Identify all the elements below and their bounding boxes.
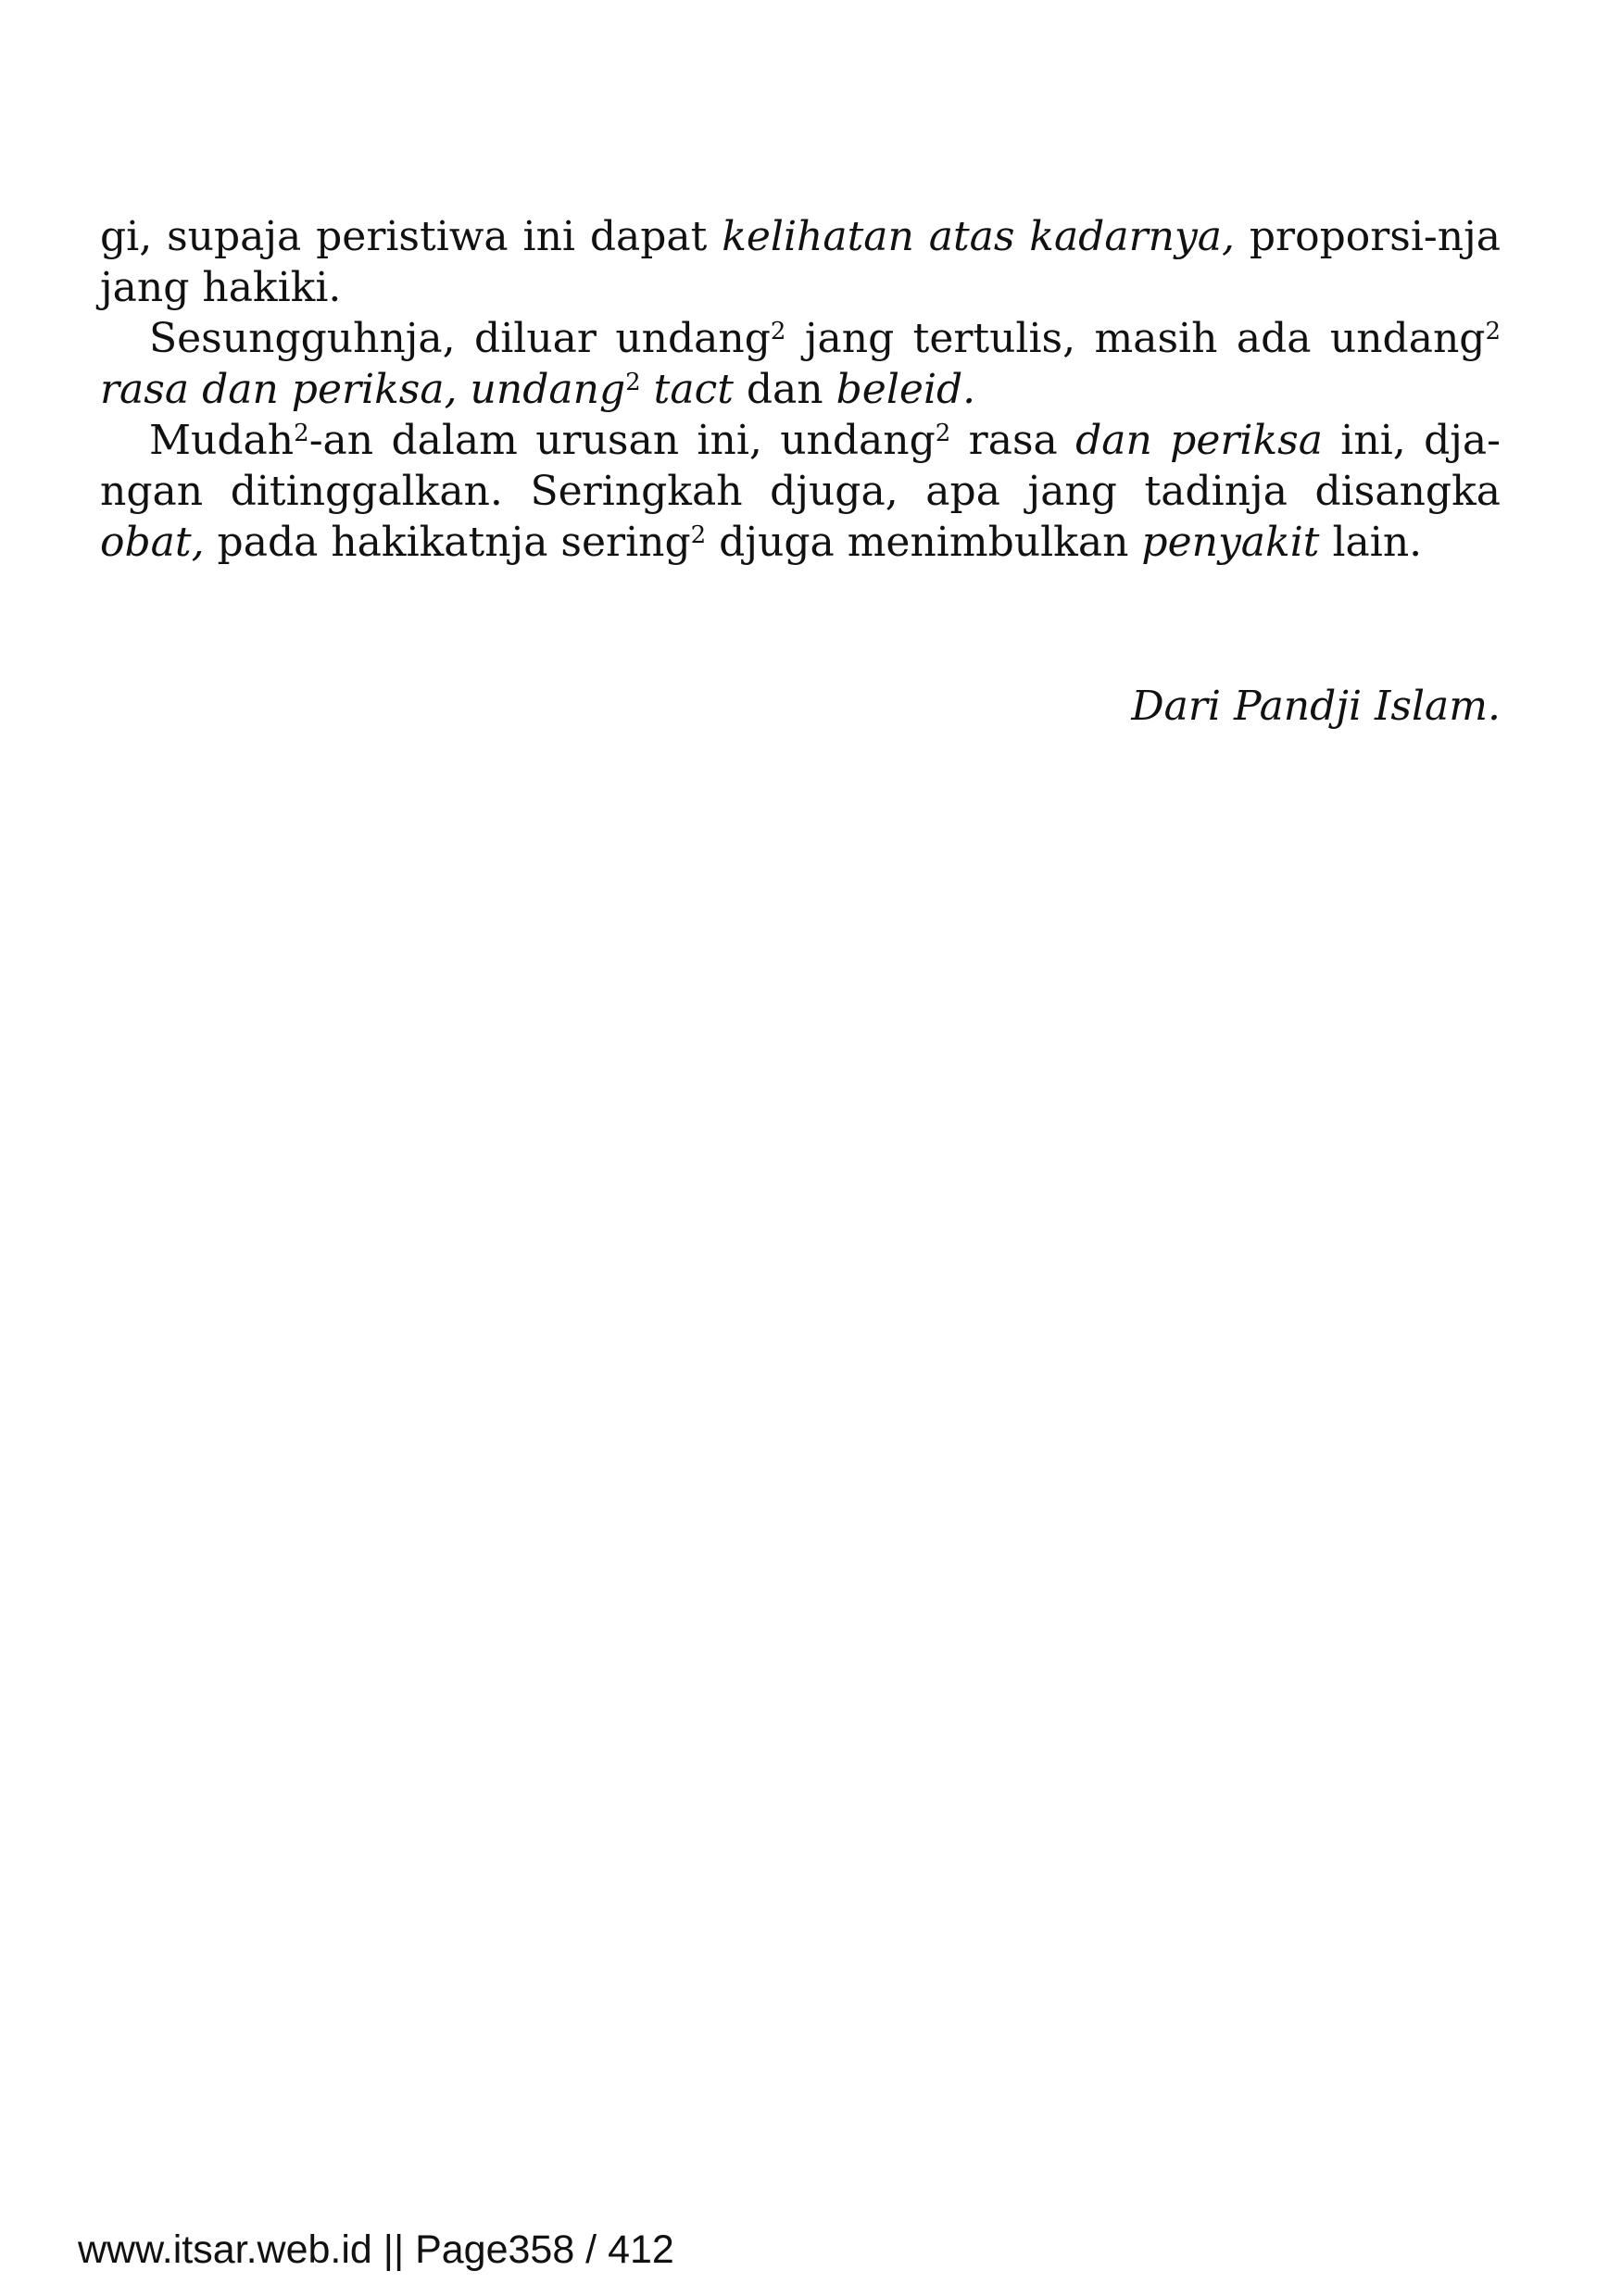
superscript: 2	[294, 420, 309, 447]
italic-run: penyakit	[1141, 519, 1320, 566]
text-run: proporsi-nja jang hakiki.	[100, 213, 1501, 311]
source-attribution: Dari Pandji Islam.	[1131, 683, 1501, 730]
text-run: Mudah	[149, 417, 295, 464]
italic-run: dan periksa	[1075, 417, 1323, 464]
text-run: -an dalam urusan ini, undang	[308, 417, 936, 464]
superscript: 2	[625, 369, 641, 396]
text-run: rasa	[950, 417, 1076, 464]
body-text	[100, 211, 1501, 568]
text-run: djuga menimbulkan	[706, 519, 1142, 566]
text-run: ini, dja-ngan ditinggalkan. Seringkah djuga, apa jang tadinja disangka	[100, 417, 1501, 515]
text-run: lain.	[1319, 519, 1423, 566]
page-footer: www.itsar.web.id || Page358 / 412	[78, 2227, 674, 2272]
italic-run: rasa dan periksa, undang	[100, 366, 626, 413]
superscript: 2	[935, 420, 951, 447]
superscript: 2	[690, 521, 707, 549]
text-run: Sesungguhnja, diluar undang	[149, 315, 771, 362]
italic-run: tact	[640, 366, 734, 413]
paragraph-3	[100, 415, 1501, 568]
text-run: gi, supaja peristiwa ini dapat	[100, 213, 723, 260]
text-run: dan	[733, 366, 836, 413]
superscript: 2	[770, 318, 786, 345]
paragraph-2	[100, 313, 1501, 415]
text-run: pada hakikatnja sering	[204, 519, 691, 566]
italic-run: kelihatan atas kadarnya,	[722, 213, 1236, 260]
italic-run: beleid.	[836, 366, 976, 413]
paragraph-1	[100, 211, 1501, 313]
text-run: jang tertulis, masih ada undang	[785, 315, 1486, 362]
superscript: 2	[1485, 318, 1501, 345]
italic-run: obat,	[100, 519, 205, 566]
